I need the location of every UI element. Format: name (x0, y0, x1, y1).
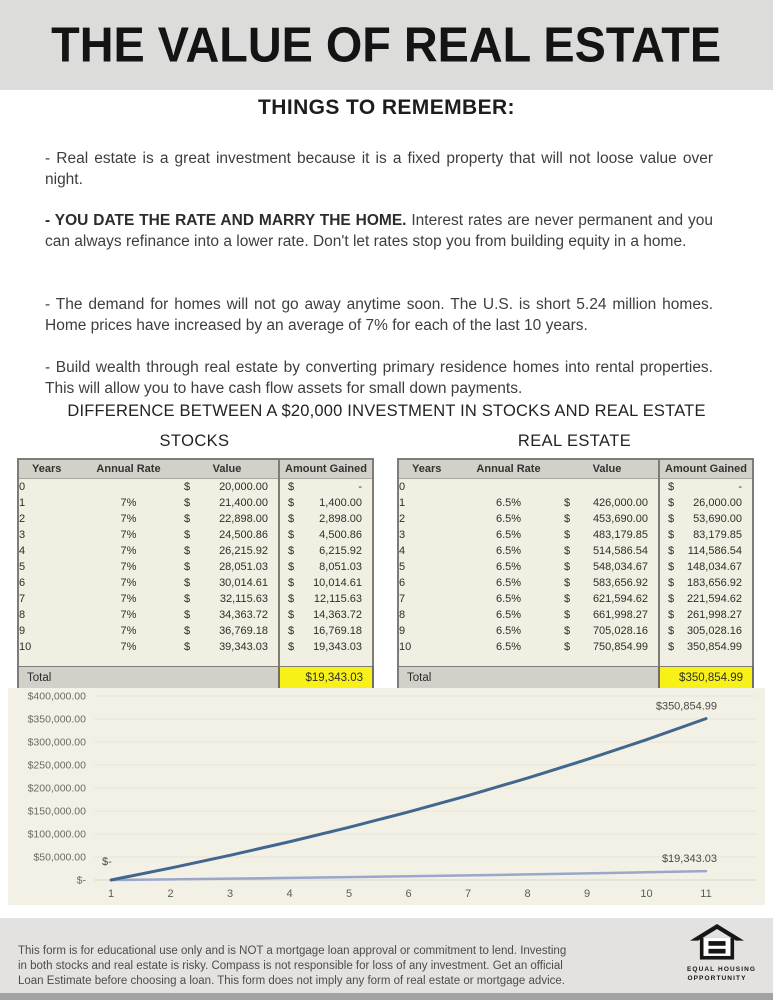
x-axis-tick-label: 1 (107, 888, 115, 900)
amount-text: 221,594.62 (686, 593, 742, 605)
amount-text: 36,769.18 (219, 625, 268, 637)
things-heading: THINGS TO REMEMBER: (258, 96, 515, 119)
annual-rate-cell: 6.5% (495, 641, 522, 653)
comparison-chart (8, 688, 765, 905)
currency-symbol: $ (668, 561, 675, 573)
amount-text: 20,000.00 (219, 481, 268, 493)
real-estate-table (397, 458, 754, 690)
x-axis-tick-label: 10 (640, 888, 653, 900)
x-axis-tick-label: 5 (345, 888, 353, 900)
currency-symbol: $ (668, 545, 675, 557)
year-cell: 10 (19, 641, 32, 653)
table-row (398, 495, 753, 511)
annual-rate-cell: 7% (120, 609, 137, 621)
year-cell: 1 (399, 497, 406, 509)
amount-text: 1,400.00 (319, 497, 362, 509)
stocks-heading: STOCKS (159, 432, 230, 450)
x-axis-tick-label: 2 (167, 888, 174, 900)
currency-symbol: $ (564, 625, 571, 637)
x-axis-tick-label: 9 (583, 888, 591, 900)
bottom-accent-strip (0, 993, 773, 1000)
amount-text: 21,400.00 (219, 497, 268, 509)
year-cell: 2 (399, 513, 406, 525)
value-cell (176, 639, 279, 655)
year-cell: 8 (19, 609, 26, 621)
year-cell: 5 (399, 561, 406, 573)
currency-symbol: $ (288, 641, 295, 653)
value-cell (556, 591, 659, 607)
amount-text: 114,586.54 (687, 545, 742, 557)
column-header: Annual Rate (81, 459, 176, 479)
value-cell (556, 543, 659, 559)
amount-text: 705,028.16 (592, 625, 648, 637)
amount-gained-cell (659, 639, 753, 655)
amount-text: 34,363.72 (219, 609, 268, 621)
currency-symbol: $ (564, 529, 571, 541)
x-axis-tick-label: 7 (464, 888, 472, 900)
annual-rate-cell: 6.5% (495, 497, 522, 509)
table-row (398, 559, 753, 575)
year-cell: 8 (399, 609, 406, 621)
x-axis-tick-label: 3 (226, 888, 234, 900)
amount-text: 750,854.99 (592, 641, 648, 653)
annual-rate-cell: 7% (120, 497, 137, 509)
currency-symbol: $ (668, 529, 675, 541)
currency-symbol: $ (668, 481, 675, 493)
currency-symbol: $ (184, 609, 191, 621)
amount-gained-cell (279, 527, 373, 543)
things-to-remember-section (0, 92, 773, 402)
value-cell (556, 623, 659, 639)
year-cell: 10 (399, 641, 412, 653)
annual-rate-cell: 6.5% (495, 577, 522, 589)
currency-symbol: $ (564, 641, 571, 653)
x-axis-tick-label: 8 (524, 888, 531, 900)
currency-symbol: $ (564, 561, 571, 573)
value-cell (556, 559, 659, 575)
amount-text: 16,769.18 (313, 625, 362, 637)
real-estate-heading: REAL ESTATE (517, 432, 632, 450)
currency-symbol: $ (288, 561, 295, 573)
year-cell: 4 (399, 545, 406, 557)
amount-text: 305,028.16 (686, 625, 742, 637)
y-axis-tick-label: $50,000.00 (33, 851, 86, 864)
currency-symbol: $ (288, 593, 295, 605)
amount-gained-cell (659, 543, 753, 559)
currency-symbol: $ (184, 481, 191, 493)
amount-text: 39,343.03 (219, 641, 268, 653)
table-row (18, 623, 373, 639)
amount-gained-cell (279, 607, 373, 623)
table-row (398, 607, 753, 623)
total-row (398, 667, 753, 690)
spacer-cell (18, 655, 279, 667)
y-axis-tick-label: $400,000.00 (27, 690, 86, 703)
amount-gained-cell (659, 623, 753, 639)
amount-text: 14,363.72 (313, 609, 362, 621)
table-row (398, 527, 753, 543)
amount-text: 148,034.67 (686, 561, 742, 573)
amount-gained-cell (279, 639, 373, 655)
amount-text: 261,998.27 (686, 609, 742, 621)
column-header: Annual Rate (461, 459, 556, 479)
series-end-label: $350,854.99 (655, 700, 717, 713)
equal-housing-logo (687, 924, 757, 983)
column-header: Value (556, 459, 659, 479)
amount-gained-cell (659, 575, 753, 591)
currency-symbol: $ (184, 545, 191, 557)
amount-text: 26,000.00 (693, 497, 742, 509)
table-row (18, 639, 373, 655)
y-axis-tick-label: $100,000.00 (27, 828, 86, 841)
y-axis-tick-label: $150,000.00 (27, 805, 86, 818)
amount-text: 30,014.61 (219, 577, 268, 589)
annual-rate-cell: 7% (120, 561, 137, 573)
x-axis-tick-label: 11 (700, 888, 712, 900)
amount-text: 621,594.62 (592, 593, 648, 605)
investment-table (17, 458, 374, 690)
currency-symbol: $ (184, 577, 191, 589)
value-cell (176, 479, 279, 496)
currency-symbol: $ (564, 609, 571, 621)
series-line (111, 719, 706, 880)
currency-symbol: $ (564, 593, 571, 605)
value-cell (176, 543, 279, 559)
currency-symbol: $ (288, 545, 295, 557)
annual-rate-cell: 6.5% (495, 545, 522, 557)
currency-symbol: $ (288, 609, 295, 621)
year-cell: 7 (19, 593, 26, 605)
spacer-row (398, 655, 753, 667)
bullet-paragraph-4: - Build wealth through real estate by converting primary residence homes into rental properties. This will allow you to have cash flow assets for small down payments. (45, 359, 713, 397)
amount-text: 28,051.03 (219, 561, 268, 573)
table-row (18, 607, 373, 623)
currency-symbol: $ (184, 593, 191, 605)
amount-gained-cell (279, 575, 373, 591)
total-row (18, 667, 373, 690)
currency-symbol: $ (668, 577, 675, 589)
currency-symbol: $ (184, 561, 191, 573)
currency-symbol: $ (184, 641, 191, 653)
value-cell (556, 511, 659, 527)
value-cell (556, 639, 659, 655)
year-cell: 3 (399, 529, 406, 541)
year-cell: 9 (399, 625, 406, 637)
value-cell (556, 495, 659, 511)
x-axis-tick-label: 6 (405, 888, 412, 900)
value-cell (176, 495, 279, 511)
amount-gained-line-chart (8, 688, 765, 905)
bullet-paragraph-2 (45, 210, 713, 252)
annual-rate-cell: 6.5% (495, 609, 522, 621)
currency-symbol: $ (288, 577, 295, 589)
amount-text: 350,854.99 (686, 641, 742, 653)
annual-rate-cell: 7% (120, 545, 137, 557)
annual-rate-cell: 7% (120, 593, 137, 605)
amount-text: 514,586.54 (592, 545, 648, 557)
table-row (18, 559, 373, 575)
amount-gained-cell (659, 607, 753, 623)
spacer-cell (279, 655, 373, 667)
amount-gained-cell (659, 527, 753, 543)
table-row (18, 591, 373, 607)
amount-text: - (738, 481, 742, 493)
value-cell (176, 623, 279, 639)
currency-symbol: $ (288, 625, 295, 637)
bullet-paragraph-3: - The demand for homes will not go away anytime soon. The U.S. is short 5.24 million homes. Home prices have increased by an average of 7% for each of the last 10 years. (45, 296, 713, 334)
amount-text: 19,343.03 (313, 641, 362, 653)
year-cell: 7 (399, 593, 406, 605)
spacer-cell (659, 655, 753, 667)
currency-symbol: $ (668, 513, 675, 525)
value-cell (556, 479, 659, 496)
bullet-2-rest: Interest rates are never permanent and you can always refinance into a lower rate. Don't let rates stop you from building equity in a home. (45, 212, 713, 250)
amount-gained-cell (279, 479, 373, 496)
bullet-paragraph-1: - Real estate is a great investment because it is a fixed property that will not loose value over night. (45, 150, 713, 188)
annual-rate-cell: 7% (120, 513, 137, 525)
table-row (398, 543, 753, 559)
equal-housing-label-line2: OPPORTUNITY (687, 975, 747, 982)
first-point-label: $- (102, 856, 112, 868)
currency-symbol: $ (184, 497, 191, 509)
currency-symbol: $ (564, 497, 571, 509)
table-row (18, 527, 373, 543)
amount-text: 583,656.92 (592, 577, 648, 589)
amount-text: 24,500.86 (219, 529, 268, 541)
annual-rate-cell (81, 479, 176, 496)
table-row (18, 479, 373, 496)
amount-text: 2,898.00 (319, 513, 362, 525)
y-axis-tick-label: $200,000.00 (27, 782, 86, 795)
year-cell: 5 (19, 561, 26, 573)
amount-text: 661,998.27 (592, 609, 648, 621)
table-row (398, 623, 753, 639)
value-cell (176, 527, 279, 543)
comparison-title: DIFFERENCE BETWEEN A $20,000 INVESTMENT IN STOCKS AND REAL ESTATE (67, 402, 706, 420)
column-header: Value (176, 459, 279, 479)
amount-text: 22,898.00 (219, 513, 268, 525)
table-row (18, 543, 373, 559)
currency-symbol: $ (288, 497, 295, 509)
table-row (18, 575, 373, 591)
table-row (18, 511, 373, 527)
amount-gained-cell (279, 559, 373, 575)
value-cell (556, 575, 659, 591)
amount-text: 483,179.85 (592, 529, 648, 541)
currency-symbol: $ (668, 641, 675, 653)
value-cell (176, 575, 279, 591)
year-cell: 4 (19, 545, 26, 557)
amount-text: 8,051.03 (319, 561, 362, 573)
currency-symbol: $ (564, 513, 571, 525)
amount-gained-cell (279, 543, 373, 559)
annual-rate-cell: 6.5% (495, 593, 522, 605)
equal-housing-label-line1: EQUAL HOUSING (687, 966, 757, 973)
amount-text: 53,690.00 (693, 513, 742, 525)
amount-text: 10,014.61 (313, 577, 362, 589)
currency-symbol: $ (288, 513, 295, 525)
amount-gained-cell (279, 591, 373, 607)
amount-gained-cell (659, 479, 753, 496)
year-cell: 3 (19, 529, 26, 541)
equal-housing-house-icon (690, 924, 744, 960)
value-cell (176, 511, 279, 527)
annual-rate-cell: 7% (120, 625, 137, 637)
value-cell (176, 591, 279, 607)
currency-symbol: $ (668, 625, 675, 637)
annual-rate-cell: 7% (120, 577, 137, 589)
series-line (111, 871, 706, 880)
value-cell (176, 607, 279, 623)
value-cell (556, 607, 659, 623)
currency-symbol: $ (564, 577, 571, 589)
y-axis-tick-label: $250,000.00 (27, 759, 86, 772)
currency-symbol: $ (184, 625, 191, 637)
currency-symbol: $ (668, 609, 675, 621)
currency-symbol: $ (288, 481, 295, 493)
total-label-cell: Total (18, 667, 279, 690)
column-header: Amount Gained (279, 459, 373, 479)
page-title: THE VALUE OF REAL ESTATE (51, 16, 722, 73)
x-axis-tick-label: 4 (286, 888, 293, 900)
value-cell (176, 559, 279, 575)
annual-rate-cell: 7% (120, 529, 137, 541)
amount-gained-cell (659, 559, 753, 575)
column-header: Amount Gained (659, 459, 753, 479)
amount-gained-cell (279, 511, 373, 527)
table-row (398, 511, 753, 527)
amount-text: 83,179.85 (693, 529, 742, 541)
spacer-cell (398, 655, 659, 667)
total-gained-cell: $350,854.99 (659, 667, 753, 690)
amount-text: 26,215.92 (219, 545, 268, 557)
amount-text: 548,034.67 (592, 561, 648, 573)
spacer-row (18, 655, 373, 667)
series-end-label: $19,343.03 (661, 853, 717, 866)
currency-symbol: $ (288, 529, 295, 541)
amount-text: 183,656.92 (686, 577, 742, 589)
currency-symbol: $ (184, 513, 191, 525)
amount-gained-cell (659, 511, 753, 527)
currency-symbol: $ (668, 497, 675, 509)
currency-symbol: $ (564, 545, 571, 557)
year-cell: 6 (19, 577, 26, 589)
amount-text: 12,115.63 (313, 593, 362, 605)
amount-gained-cell (659, 495, 753, 511)
footer-band (0, 918, 773, 993)
bullet-2-bold-lead: - YOU DATE THE RATE AND MARRY THE HOME. (45, 212, 407, 229)
year-cell: 1 (19, 497, 26, 509)
amount-text: 453,690.00 (592, 513, 648, 525)
amount-text: 426,000.00 (592, 497, 648, 509)
disclaimer-text: This form is for educational use only and is NOT a mortgage loan approval or commitment to lend. Investing in both stocks and real estate is risky. Compass is not responsible for loss of any investment. Get an official Loan Estimate before choosing a loan. This form does not imply any form of real estate or mortgage advice. (18, 945, 567, 987)
annual-rate-cell: 6.5% (495, 625, 522, 637)
table-row (398, 591, 753, 607)
title-band (0, 0, 773, 90)
amount-text: 6,215.92 (319, 545, 362, 557)
column-header: Years (18, 459, 81, 479)
value-cell (556, 527, 659, 543)
amount-gained-cell (659, 591, 753, 607)
annual-rate-cell: 6.5% (495, 561, 522, 573)
year-cell: 0 (399, 481, 406, 493)
annual-rate-cell: 7% (120, 641, 137, 653)
annual-rate-cell (461, 479, 556, 496)
total-gained-cell: $19,343.03 (279, 667, 373, 690)
amount-gained-cell (279, 623, 373, 639)
table-row (398, 575, 753, 591)
amount-text: - (358, 481, 362, 493)
amount-text: 32,115.63 (219, 593, 268, 605)
annual-rate-cell: 6.5% (495, 513, 522, 525)
y-axis-tick-label: $350,000.00 (27, 713, 86, 726)
year-cell: 6 (399, 577, 406, 589)
table-row (398, 639, 753, 655)
y-axis-tick-label: $300,000.00 (27, 736, 86, 749)
y-axis-tick-label: $- (76, 874, 86, 887)
year-cell: 0 (19, 481, 26, 493)
table-row (398, 479, 753, 496)
table-row (18, 495, 373, 511)
total-label-cell: Total (398, 667, 659, 690)
year-cell: 2 (19, 513, 26, 525)
currency-symbol: $ (668, 593, 675, 605)
stocks-table (17, 458, 374, 690)
amount-text: 4,500.86 (319, 529, 362, 541)
amount-gained-cell (279, 495, 373, 511)
year-cell: 9 (19, 625, 26, 637)
investment-table (397, 458, 754, 690)
annual-rate-cell: 6.5% (495, 529, 522, 541)
column-header: Years (398, 459, 461, 479)
currency-symbol: $ (184, 529, 191, 541)
